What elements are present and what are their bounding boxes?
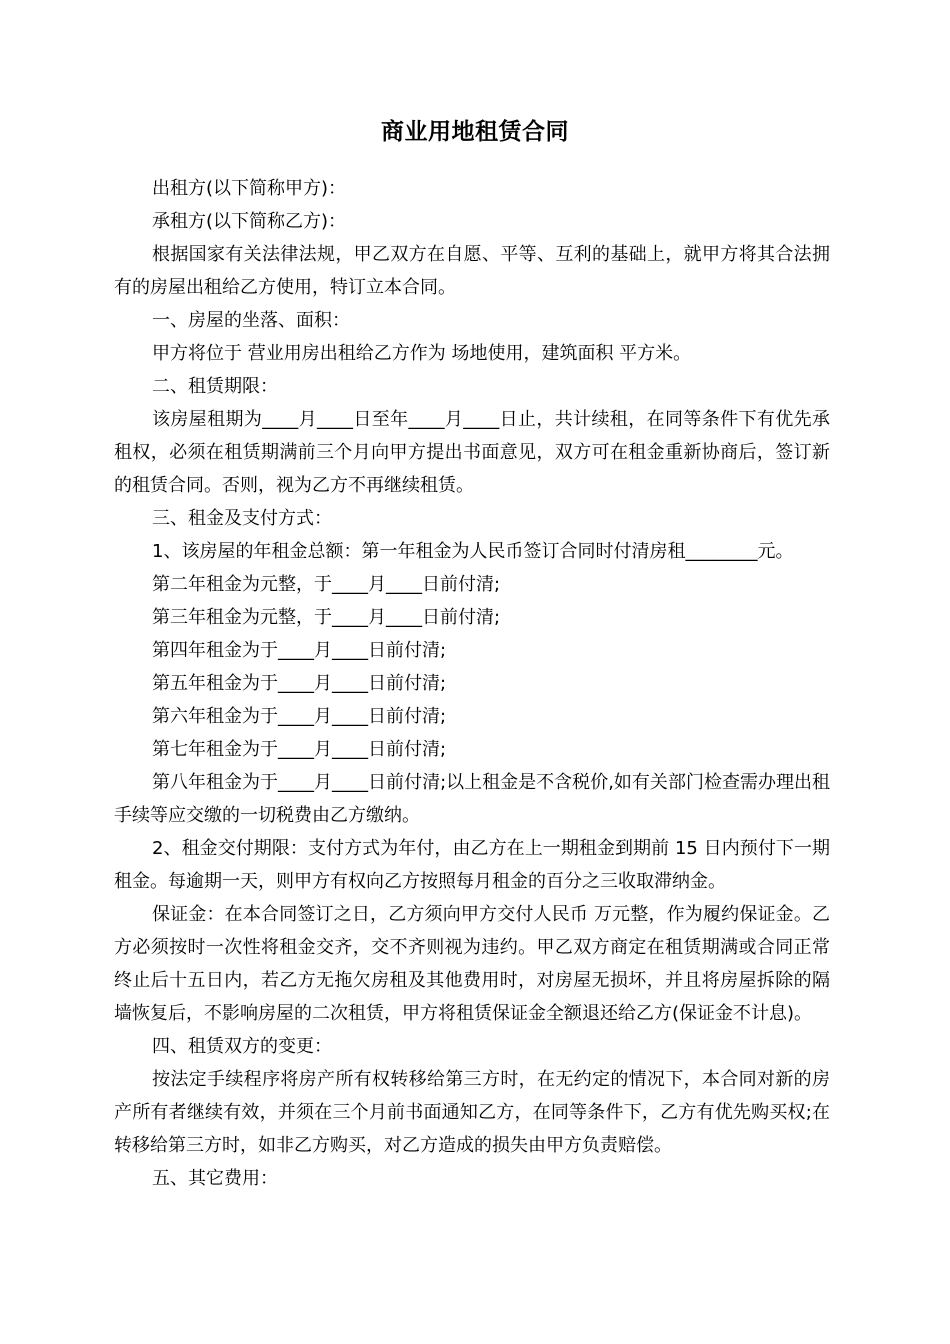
section-heading-other-fees: 五、其它费用： bbox=[152, 1168, 278, 1189]
section-heading-changes: 四、租赁双方的变更： bbox=[152, 1036, 332, 1057]
document-body bbox=[114, 172, 830, 1195]
paragraph-rent-year-2: 第二年租金为元整，于____月____日前付清; bbox=[152, 574, 501, 595]
paragraph-payment-deadline: 2、租金交付期限：支付方式为年付，由乙方在上一期租金到期前 15 日内预付下一期租金。每逾期一天，则甲方有权向乙方按照每月租金的百分之三收取滞纳金。 bbox=[114, 838, 830, 892]
document-title: 商业用地租赁合同 bbox=[381, 119, 569, 145]
section-heading-location: 一、房屋的坐落、面积： bbox=[152, 310, 350, 331]
paragraph-preamble: 根据国家有关法律法规，甲乙双方在自愿、平等、互利的基础上，就甲方将其合法拥有的房屋出租给乙方使用，特订立本合同。 bbox=[114, 244, 830, 298]
paragraph-lessor: 出租方(以下简称甲方)： bbox=[152, 178, 347, 199]
paragraph-changes: 按法定手续程序将房产所有权转移给第三方时，在无约定的情况下，本合同对新的房产所有者继续有效，并须在三个月前书面通知乙方，在同等条件下，乙方有优先购买权;在转移给第三方时，如非乙方购买，对乙方造成的损失由甲方负责赔偿。 bbox=[114, 1069, 830, 1156]
paragraph-location: 甲方将位于 营业用房出租给乙方作为 场地使用，建筑面积 平方米。 bbox=[152, 343, 692, 364]
paragraph-rent-year-1: 1、该房屋的年租金总额：第一年租金为人民币签订合同时付清房租________元。 bbox=[152, 541, 794, 562]
paragraph-term: 该房屋租期为____月____日至年____月____日止，共计续租，在同等条件下有优先承租权，必须在租赁期满前三个月向甲方提出书面意见，双方可在租金重新协商后，签订新的租赁合同。否则，视为乙方不再继续租赁。 bbox=[114, 409, 830, 496]
paragraph-rent-year-3: 第三年租金为元整，于____月____日前付清; bbox=[152, 607, 501, 628]
section-heading-rent: 三、租金及支付方式： bbox=[152, 508, 332, 529]
paragraph-rent-year-7: 第七年租金为于____月____日前付清; bbox=[152, 739, 447, 760]
paragraph-rent-year-6: 第六年租金为于____月____日前付清; bbox=[152, 706, 447, 727]
paragraph-rent-year-5: 第五年租金为于____月____日前付清; bbox=[152, 673, 447, 694]
paragraph-deposit: 保证金：在本合同签订之日，乙方须向甲方交付人民币 万元整，作为履约保证金。乙方必须按时一次性将租金交齐，交不齐则视为违约。甲乙双方商定在租赁期满或合同正常终止后十五日内，若乙方无拖欠房租及其他费用时，对房屋无损坏，并且将房屋拆除的隔墙恢复后，不影响房屋的二次租赁，甲方将租赁保证金全额退还给乙方(保证金不计息)。 bbox=[114, 904, 830, 1024]
section-heading-term: 二、租赁期限： bbox=[152, 376, 278, 397]
paragraph-lessee: 承租方(以下简称乙方)： bbox=[152, 211, 347, 232]
paragraph-rent-year-4: 第四年租金为于____月____日前付清; bbox=[152, 640, 447, 661]
paragraph-rent-year-8: 第八年租金为于____月____日前付清;以上租金是不含税价,如有关部门检查需办理出租手续等应交缴的一切税费由乙方缴纳。 bbox=[114, 772, 830, 826]
